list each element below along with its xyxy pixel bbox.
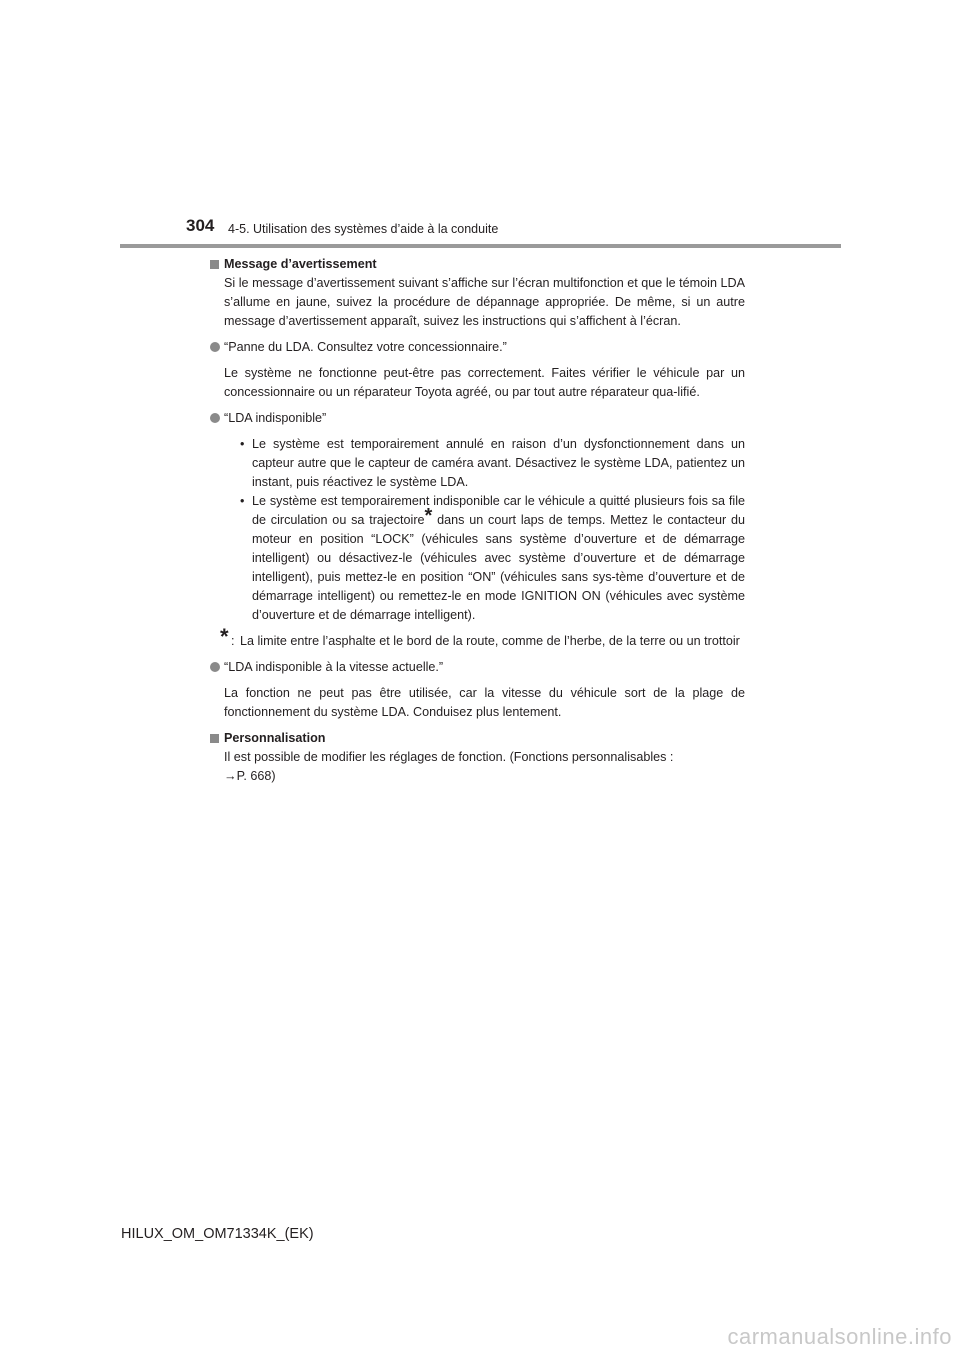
- watermark: carmanualsonline.info: [727, 1324, 952, 1349]
- bullet-lda-malfunction: [210, 338, 745, 357]
- circle-bullet-icon: [210, 662, 220, 672]
- square-bullet-icon: [210, 734, 219, 743]
- asterisk-icon: *: [220, 624, 229, 649]
- sub-item-text-cont: dans un court laps de temps. Mettez le contacteur du moteur en position “LOCK” (véhicules sans système d’ouverture et de démarrage intelligent) ou désactivez-le (véhicules avec système d’ouverture et de démarrage intelligent), puis mettez-le en position “ON” (véhicules sans sys-tème d’ouverture et de démarrage intelligent) ou remettez-le en mode IGNITION ON (véhicules avec système d’ouverture et de démarrage intelligent).: [252, 513, 745, 622]
- sub-item-text: Le système est temporairement indisponible car le véhicule a quitté plusieurs fois sa file de circulation ou sa trajectoire: [252, 494, 745, 527]
- sub-item-text: Le système est temporairement annulé en raison d’un dysfonctionnement dans un capteur autre que le capteur de caméra avant. Désactivez le système LDA, patientez un instant, puis réactivez le système LDA.: [252, 437, 745, 489]
- footnote-colon: :: [231, 634, 235, 648]
- bullet-lda-speed: [210, 658, 745, 677]
- bullet-description: La fonction ne peut pas être utilisée, car la vitesse du véhicule sort de la plage de fonctionnement du système LDA. Conduisez plus lentement.: [224, 686, 745, 719]
- heading-label: Message d’avertissement: [224, 257, 377, 271]
- heading-label: Personnalisation: [224, 731, 326, 745]
- header-rule: [120, 244, 841, 248]
- circle-bullet-icon: [210, 342, 220, 352]
- intro-paragraph: Si le message d’avertissement suivant s’affiche sur l’écran multifonction et que le témoin LDA s’allume en jaune, suivez la procédure de dépannage appropriée. De même, si un autre message d’avertissement apparaît, suivez les instructions qui s’affichent à l’écran.: [224, 276, 745, 328]
- sub-item: [210, 492, 745, 625]
- bullet-title: “LDA indisponible”: [224, 411, 327, 425]
- circle-bullet-icon: [210, 413, 220, 423]
- bullet-title: “Panne du LDA. Consultez votre concessionnaire.”: [224, 340, 507, 354]
- bullet-description: Le système ne fonctionne peut-être pas correctement. Faites vérifier le véhicule par un concessionnaire ou un réparateur Toyota agréé, ou par tout autre réparateur qua-lifié.: [224, 366, 745, 399]
- asterisk-reference: *: [424, 504, 433, 527]
- page-number: 304: [186, 216, 215, 235]
- personalization-line-1: Il est possible de modifier les réglages de fonction. (Fonctions personnalisables :: [224, 750, 674, 764]
- square-bullet-icon: [210, 260, 219, 269]
- heading-warning-message: [210, 255, 745, 274]
- heading-personalization: [210, 729, 745, 748]
- section-title: 4-5. Utilisation des systèmes d’aide à la conduite: [228, 222, 499, 236]
- footnote-text: La limite entre l’asphalte et le bord de la route, comme de l’herbe, de la terre ou un trottoir: [240, 634, 740, 648]
- dot-marker: •: [240, 437, 245, 451]
- dot-marker: •: [240, 494, 245, 508]
- document-id: HILUX_OM_OM71334K_(EK): [121, 1226, 314, 1242]
- bullet-lda-unavailable: [210, 409, 745, 428]
- footnote: [210, 624, 745, 651]
- bullet-title: “LDA indisponible à la vitesse actuelle.”: [224, 660, 444, 674]
- page-content: [210, 255, 745, 786]
- sub-item: [210, 435, 745, 492]
- page-reference-link[interactable]: →P. 668): [224, 769, 276, 783]
